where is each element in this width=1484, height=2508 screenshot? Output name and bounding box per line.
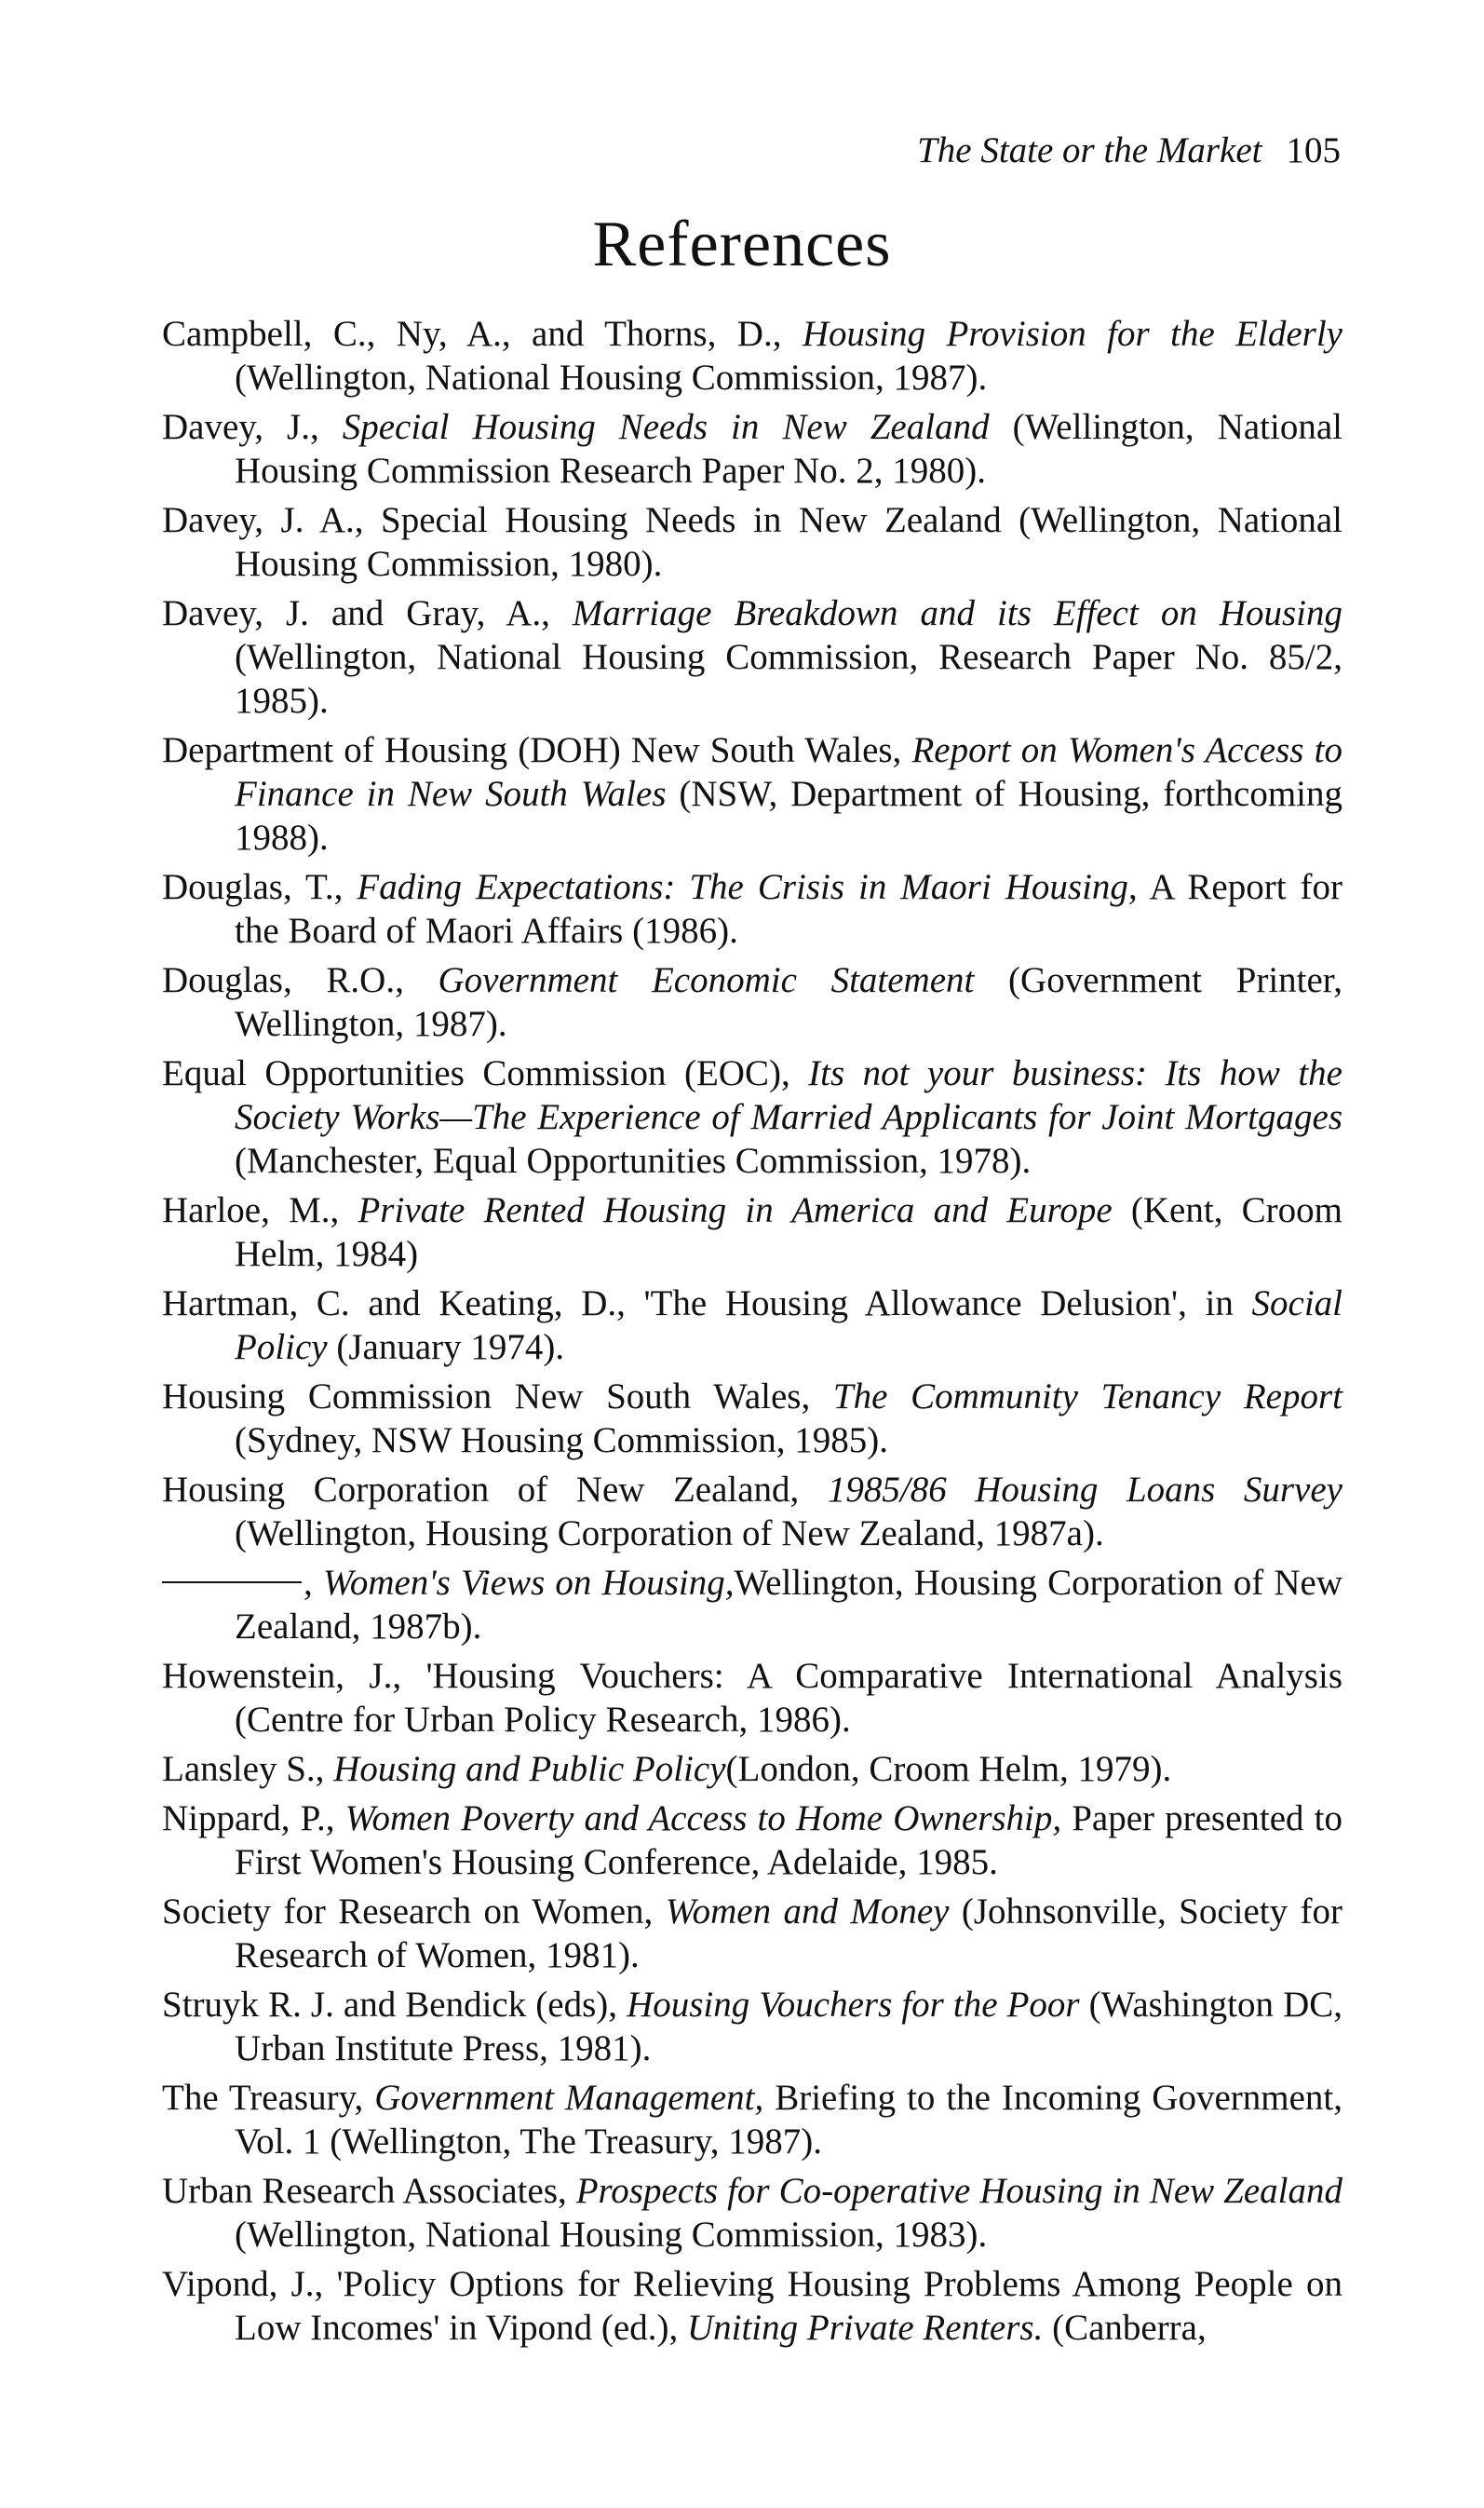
reference-text: (Wellington, National Housing Commission Research Paper No. 2, 1980).: [235, 407, 1342, 491]
reference-entry: [162, 865, 1342, 953]
reference-entry: [162, 2169, 1342, 2257]
reference-text: (Johnsonville, Society for Research of Women, 1981).: [235, 1891, 1342, 1975]
reference-text: The Treasury,: [162, 2078, 375, 2118]
reference-entry: [162, 2076, 1342, 2163]
reference-entry: [162, 728, 1342, 860]
reference-entry: [162, 1747, 1342, 1791]
reference-text: (January 1974).: [327, 1327, 565, 1367]
reference-title: Uniting Private Renters.: [686, 2308, 1044, 2348]
reference-entry: [162, 1468, 1342, 1555]
reference-entry: [162, 1281, 1342, 1369]
reference-title: Prospects for Co-operative Housing in New Zealand: [575, 2171, 1342, 2211]
reference-entry: [162, 1188, 1342, 1276]
reference-text: Paper presented to First Women's Housing Conference, Adelaide, 1985.: [235, 1798, 1342, 1882]
reference-title: Its not your business: Its how the Society Works—The Experience of Married Applicants for Joint Mortgages: [235, 1053, 1342, 1137]
reference-text: Howenstein, J., 'Housing Vouchers: A Comparative International Analysis (Centre for Urban Policy Research, 1986).: [162, 1656, 1342, 1740]
reference-text: ,: [304, 1563, 323, 1603]
reference-title: Women and Money: [665, 1891, 950, 1932]
reference-title: Housing Vouchers for the Poor: [627, 1985, 1080, 2025]
reference-entry: [162, 498, 1342, 586]
reference-text: Housing Commission New South Wales,: [162, 1376, 833, 1417]
reference-entry: [162, 958, 1342, 1046]
reference-entry: [162, 1796, 1342, 1884]
reference-entry: [162, 1890, 1342, 1977]
reference-text: (Canberra,: [1043, 2308, 1207, 2348]
reference-text: (Manchester, Equal Opportunities Commission, 1978).: [235, 1141, 1032, 1181]
reference-text: Struyk R. J. and Bendick (eds),: [162, 1985, 627, 2025]
page-number: 105: [1286, 130, 1341, 170]
reference-text: Housing Corporation of New Zealand,: [162, 1470, 828, 1510]
reference-text: (Kent, Croom Helm, 1984): [235, 1190, 1342, 1274]
reference-title: Women's Views on Housing,: [322, 1563, 735, 1603]
reference-title: Report on Women's Access to Finance in New South Wales: [235, 730, 1342, 814]
reference-entry: [162, 405, 1342, 493]
reference-text: Wellington, Housing Corporation of New Zealand, 1987b).: [235, 1563, 1343, 1647]
reference-text: Society for Research on Women,: [162, 1891, 666, 1932]
reference-title: Special Housing Needs in New Zealand: [342, 407, 990, 447]
reference-entry: [162, 1561, 1342, 1648]
reference-list: [162, 312, 1342, 2355]
reference-text: Equal Opportunities Commission (EOC),: [162, 1053, 809, 1093]
reference-entry: [162, 2262, 1342, 2350]
reference-text: Campbell, C., Ny, A., and Thorns, D.,: [162, 314, 803, 354]
reference-entry: [162, 1654, 1342, 1742]
reference-text: (NSW, Department of Housing, forthcoming 1988).: [235, 774, 1342, 858]
ditto-dash: [162, 1581, 302, 1583]
reference-text: Douglas, T.,: [162, 867, 358, 907]
reference-title: Social Policy: [235, 1283, 1342, 1367]
reference-text: A Report for the Board of Maori Affairs (1986).: [235, 867, 1342, 951]
reference-text: (Wellington, Housing Corporation of New Zealand, 1987a).: [235, 1513, 1104, 1553]
reference-title: Marriage Breakdown and its Effect on Housing: [572, 593, 1342, 633]
reference-text: Davey, J. and Gray, A.,: [162, 593, 573, 633]
reference-title: Fading Expectations: The Crisis in Maori Housing,: [357, 867, 1138, 907]
reference-title: Housing and Public Policy: [333, 1749, 726, 1789]
reference-title: Government Economic Statement: [438, 960, 975, 1000]
reference-text: Department of Housing (DOH) New South Wales,: [162, 730, 912, 770]
reference-entry: [162, 1983, 1342, 2070]
reference-title: Housing Provision for the Elderly: [802, 314, 1342, 354]
section-heading: References: [592, 209, 892, 280]
reference-text: Lansley S.,: [162, 1749, 334, 1789]
reference-title: The Community Tenancy Report: [832, 1376, 1343, 1417]
reference-text: Harloe, M.,: [162, 1190, 358, 1230]
reference-entry: [162, 1375, 1342, 1462]
reference-title: Government Management,: [374, 2078, 764, 2118]
reference-text: Douglas, R.O.,: [162, 960, 438, 1000]
reference-entry: [162, 312, 1342, 400]
reference-entry: [162, 1051, 1342, 1183]
running-head: [917, 132, 1341, 169]
reference-text: (Washington DC, Urban Institute Press, 1981).: [235, 1985, 1343, 2068]
reference-text: (Wellington, National Housing Commission, Research Paper No. 85/2, 1985).: [235, 637, 1342, 721]
reference-text: (London, Croom Helm, 1979).: [725, 1749, 1172, 1789]
reference-title: Private Rented Housing in America and Europe: [358, 1190, 1113, 1230]
reference-text: Vipond, J., 'Policy Options for Relieving Housing Problems Among People on Low Incomes' in Vipond (ed.),: [162, 2264, 1342, 2348]
reference-text: (Wellington, National Housing Commission, 1987).: [235, 358, 988, 398]
reference-text: (Government Printer, Wellington, 1987).: [235, 960, 1342, 1044]
reference-text: (Wellington, National Housing Commission, 1983).: [235, 2215, 988, 2255]
reference-text: Briefing to the Incoming Government, Vol. 1 (Wellington, The Treasury, 1987).: [235, 2078, 1342, 2162]
reference-text: Hartman, C. and Keating, D., 'The Housing Allowance Delusion', in: [162, 1283, 1252, 1323]
running-head-title: The State or the Market: [917, 130, 1262, 170]
reference-title: 1985/86 Housing Loans Survey: [827, 1470, 1342, 1510]
reference-text: Urban Research Associates,: [162, 2171, 576, 2211]
reference-text: Nippard, P.,: [162, 1798, 345, 1838]
reference-text: (Sydney, NSW Housing Commission, 1985).: [235, 1420, 889, 1460]
reference-entry: [162, 591, 1342, 723]
reference-title: Women Poverty and Access to Home Ownership,: [344, 1798, 1062, 1838]
reference-text: Davey, J.,: [162, 407, 343, 447]
reference-text: Davey, J. A., Special Housing Needs in New Zealand (Wellington, National Housing Commission, 1980).: [162, 500, 1342, 584]
